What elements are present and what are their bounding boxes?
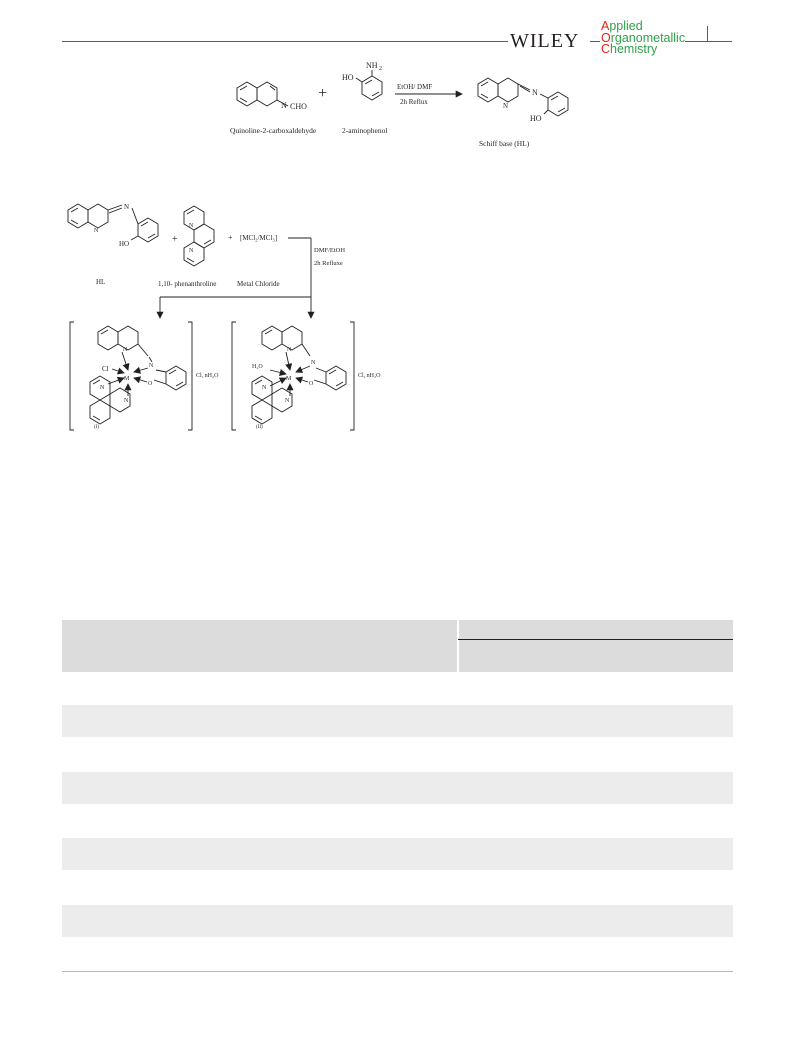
aldehyde-cho: CHO xyxy=(290,102,307,111)
publisher-logo: WILEY xyxy=(510,30,580,52)
plus-sign-2: + xyxy=(172,234,178,245)
complex2-metal: M xyxy=(286,376,292,382)
table-row xyxy=(62,705,733,737)
metal-formula: [MCl₂/MCl₃] xyxy=(240,234,278,242)
metal-label: Metal Chloride xyxy=(237,280,280,288)
plus-sign-1: + xyxy=(318,85,328,102)
schiff-base-structure xyxy=(478,78,568,116)
complex2-h2o: H₂O xyxy=(252,364,263,370)
complex1-number: (I) xyxy=(94,425,99,430)
schiff-ring-n: N xyxy=(503,102,509,110)
aldehyde-n: N xyxy=(281,101,287,110)
complex-1-structure xyxy=(70,322,192,430)
table-row xyxy=(62,772,733,804)
complex1-counter: Cl, nH₂O xyxy=(196,373,219,379)
complex1-metal: M xyxy=(124,376,130,382)
schiff-imine-n: N xyxy=(532,88,538,97)
hl-ligand-structure xyxy=(68,204,158,242)
scheme2-condition-2: 2h Refluxe xyxy=(314,260,343,267)
complex1-n3: N xyxy=(100,385,105,391)
journal-logo: Applied Organometallic Chemistry xyxy=(601,19,686,56)
phen-n2: N xyxy=(189,248,194,254)
reactant2-name: 2-aminophenol xyxy=(342,126,388,135)
aminophenol-nh2: NH xyxy=(366,61,378,70)
phenanthroline-structure xyxy=(184,206,214,266)
hl-ho: HO xyxy=(119,240,130,248)
complex2-counter: Cl, nH₂O xyxy=(358,373,381,379)
table-header-rule xyxy=(458,639,733,640)
hl-ring-n: N xyxy=(94,228,99,234)
scheme2-condition-1: DMF/EtOH xyxy=(314,247,346,254)
complex2-n2: N xyxy=(311,360,316,366)
aminophenol-ho: HO xyxy=(342,73,354,82)
complex2-n3: N xyxy=(262,385,267,391)
aminophenol-nh2-subscript: 2 xyxy=(379,66,382,72)
condition-2: 2h Reflux xyxy=(400,98,428,106)
aminophenol-structure xyxy=(356,70,382,100)
complex2-n1: N xyxy=(287,347,292,353)
product-name: Schiff base (HL) xyxy=(479,139,530,148)
phen-n1: N xyxy=(189,223,194,229)
complex1-cl: Cl xyxy=(102,365,109,373)
plus-sign-3: + xyxy=(228,233,233,242)
complex2-o: O xyxy=(309,381,314,387)
complex1-n2: N xyxy=(149,363,154,369)
complex2-number: (II) xyxy=(256,425,263,430)
complex2-n4: N xyxy=(285,398,290,404)
complex1-n1: N xyxy=(123,347,128,353)
condition-1: EtOH/ DMF xyxy=(397,83,433,91)
hl-label: HL xyxy=(96,278,106,286)
schiff-ho: HO xyxy=(530,114,542,123)
table-header-divider xyxy=(457,620,459,672)
table-row xyxy=(62,838,733,870)
table-bottom-rule xyxy=(62,971,733,972)
reactant1-name: Quinoline-2-carboxaldehyde xyxy=(230,126,317,135)
phen-label: 1,10- phenanthroline xyxy=(158,280,217,288)
hl-imine-n: N xyxy=(124,203,130,211)
table-header xyxy=(62,620,733,672)
table-row xyxy=(62,905,733,937)
complex1-n4: N xyxy=(124,398,129,404)
complex1-o: O xyxy=(148,381,153,387)
complex-2-structure xyxy=(232,322,354,430)
